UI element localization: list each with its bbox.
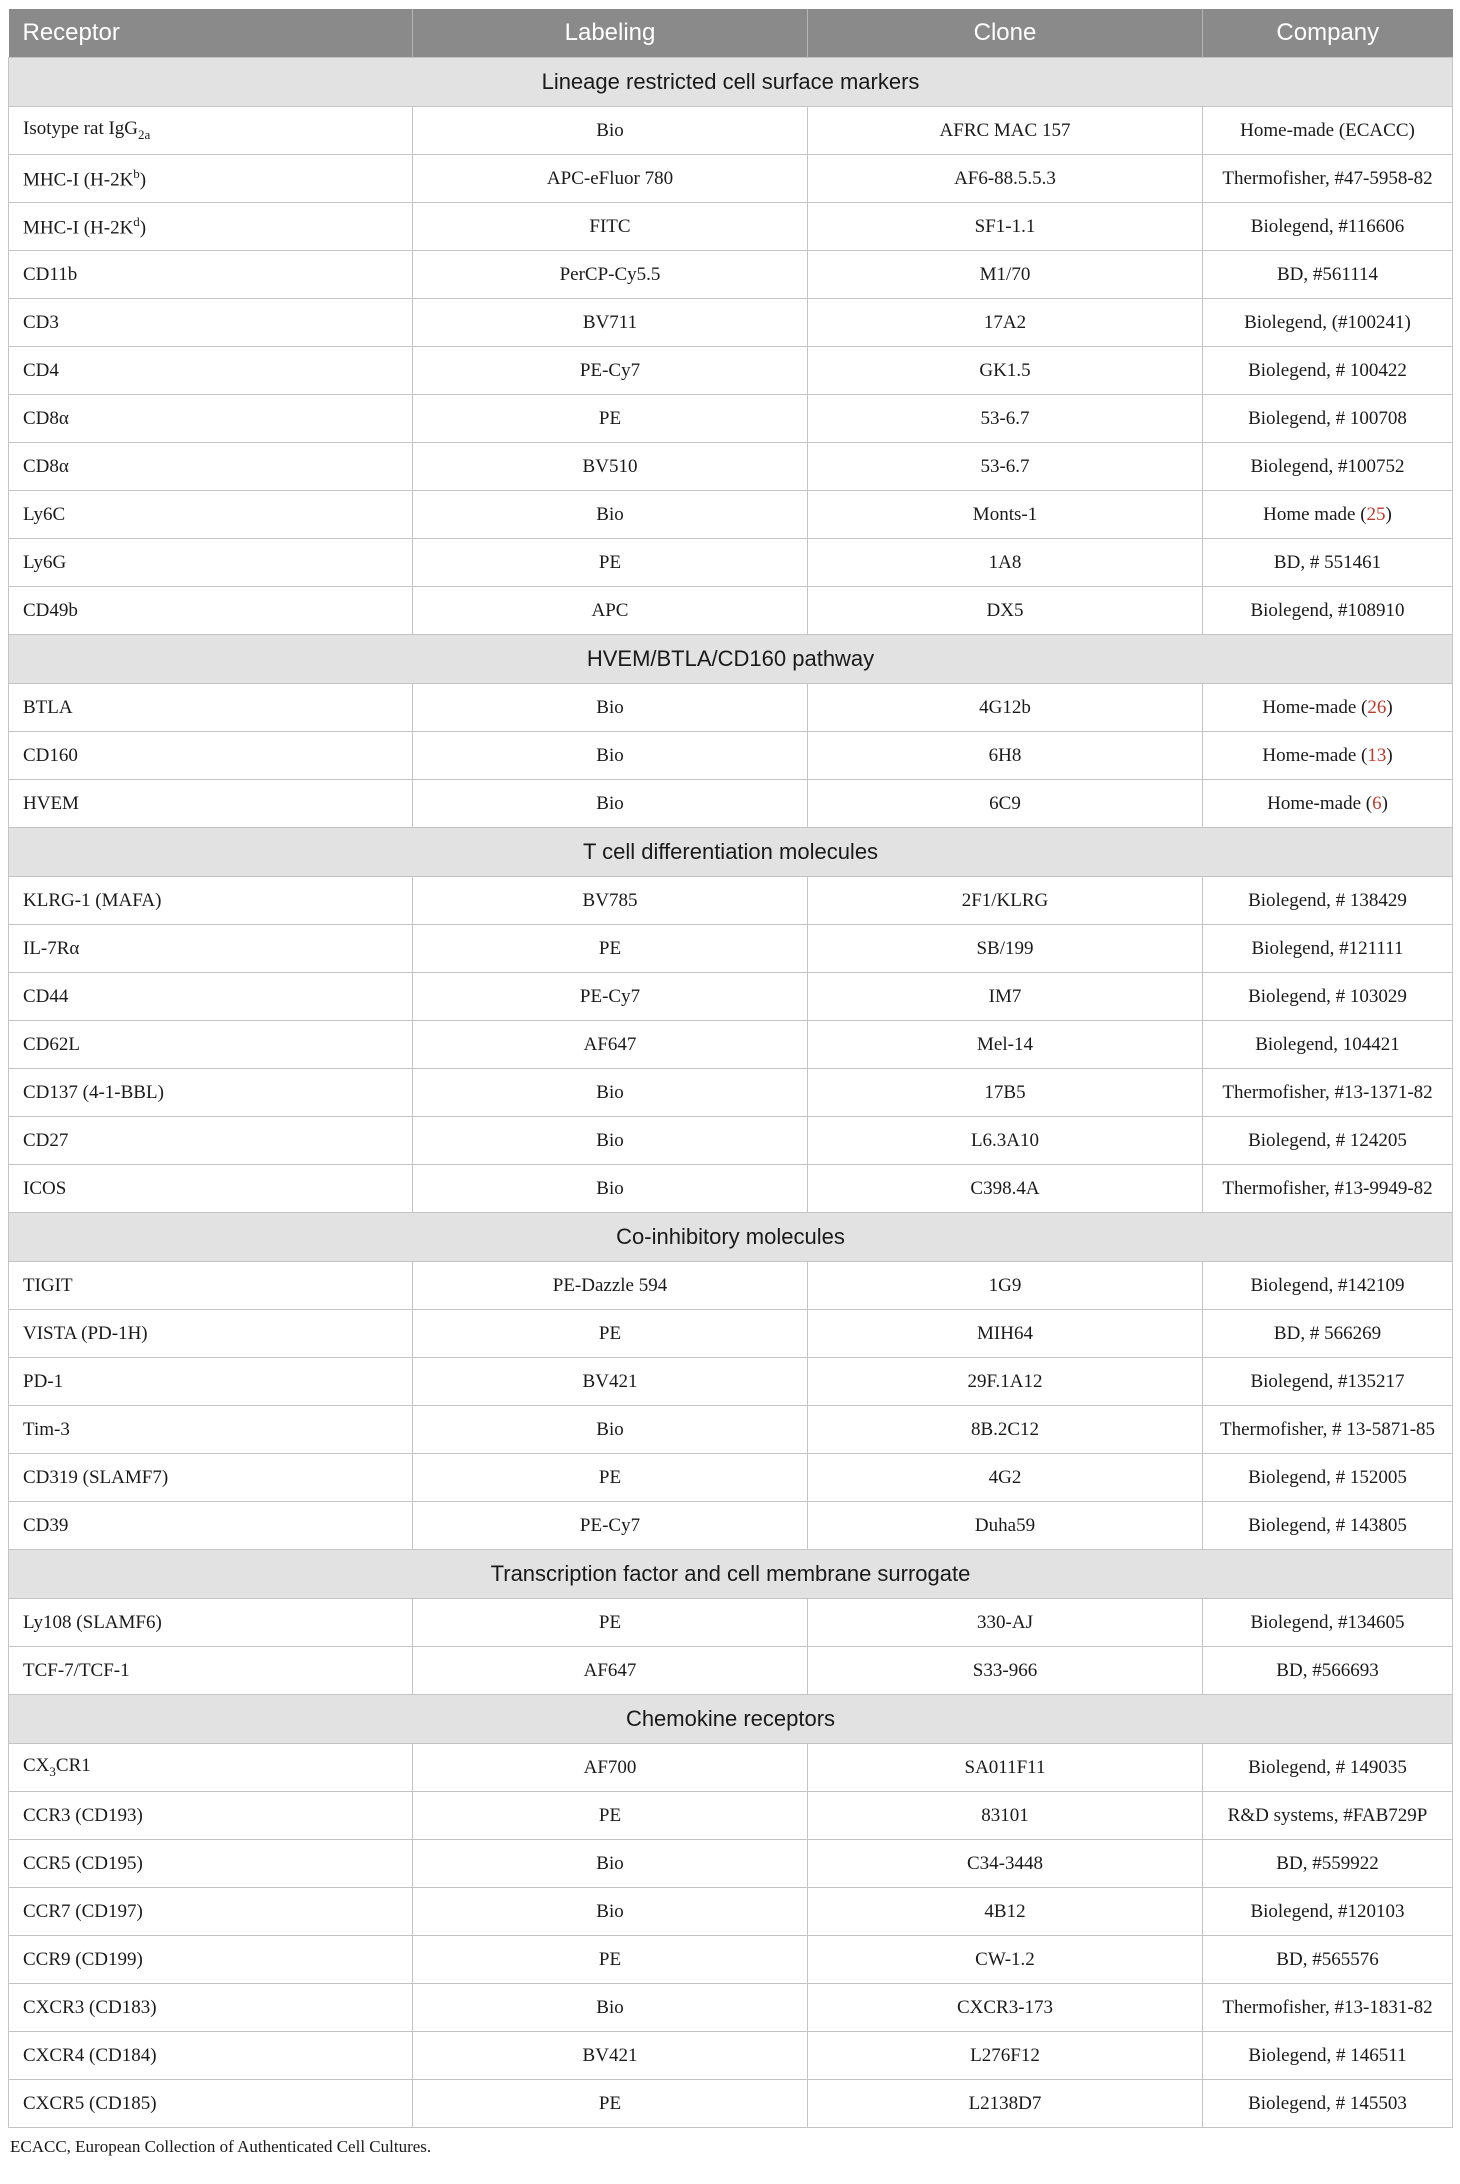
receptor-text: CD319 (SLAMF7) (23, 1466, 169, 1488)
table-row (9, 1599, 1453, 1647)
company-cell (1203, 203, 1453, 251)
clone-cell: 53-6.7 (808, 395, 1203, 443)
company-suffix: ) (1386, 696, 1393, 718)
company-cell (1203, 395, 1453, 443)
reference-link[interactable]: 6 (1372, 792, 1382, 814)
receptor-cell (9, 1021, 413, 1069)
receptor-text: IL-7Rα (23, 937, 80, 959)
clone-cell: S33-966 (808, 1647, 1203, 1695)
company-text: Thermofisher, #13-1831-82 (1222, 1996, 1433, 2018)
labeling-cell: AF700 (413, 1744, 808, 1792)
company-text: Biolegend, # 152005 (1248, 1466, 1407, 1488)
receptor-cell (9, 1888, 413, 1936)
company-text: Biolegend, #142109 (1250, 1274, 1405, 1296)
receptor-text: CCR5 (CD195) (23, 1852, 143, 1874)
labeling-cell: PerCP-Cy5.5 (413, 251, 808, 299)
clone-cell: 17A2 (808, 299, 1203, 347)
receptor-cell (9, 877, 413, 925)
receptor-text: CCR9 (CD199) (23, 1948, 143, 1970)
table-row (9, 973, 1453, 1021)
labeling-cell: PE (413, 1454, 808, 1502)
receptor-text: MHC-I (H-2K (23, 217, 134, 239)
receptor-text: CD8α (23, 407, 69, 429)
company-cell (1203, 1117, 1453, 1165)
company-cell (1203, 347, 1453, 395)
company-cell (1203, 443, 1453, 491)
table-row (9, 1744, 1453, 1792)
clone-cell: 4G2 (808, 1454, 1203, 1502)
company-cell (1203, 973, 1453, 1021)
receptor-text: BTLA (23, 696, 73, 718)
section-row (9, 58, 1453, 107)
company-cell (1203, 1021, 1453, 1069)
clone-cell: Monts-1 (808, 491, 1203, 539)
company-text: Biolegend, #135217 (1250, 1370, 1405, 1392)
company-text: Biolegend, # 124205 (1248, 1129, 1407, 1151)
company-text: Biolegend, #121111 (1251, 937, 1404, 959)
labeling-cell: PE (413, 2080, 808, 2128)
company-text: Home-made ( (1262, 744, 1368, 766)
company-text: Biolegend, # 145503 (1248, 2092, 1407, 2114)
receptor-superscript: b (133, 165, 140, 181)
receptor-cell (9, 1502, 413, 1550)
table-row (9, 1310, 1453, 1358)
labeling-cell: PE (413, 1936, 808, 1984)
company-cell (1203, 1454, 1453, 1502)
company-cell (1203, 491, 1453, 539)
table-row (9, 395, 1453, 443)
company-text: Biolegend, # 143805 (1248, 1514, 1407, 1536)
receptor-cell (9, 1069, 413, 1117)
receptor-cell (9, 2032, 413, 2080)
section-title: Transcription factor and cell membrane surrogate (9, 1550, 1453, 1599)
company-text: Biolegend, #134605 (1250, 1611, 1405, 1633)
clone-cell: CW-1.2 (808, 1936, 1203, 1984)
company-cell (1203, 1936, 1453, 1984)
section-title: Lineage restricted cell surface markers (9, 58, 1453, 107)
table-row (9, 2032, 1453, 2080)
clone-cell: L6.3A10 (808, 1117, 1203, 1165)
clone-cell: IM7 (808, 973, 1203, 1021)
table-row (9, 684, 1453, 732)
labeling-cell: BV785 (413, 877, 808, 925)
receptor-text: CD39 (23, 1514, 69, 1536)
labeling-cell: Bio (413, 1117, 808, 1165)
receptor-text: CD49b (23, 599, 78, 621)
table-body (9, 58, 1453, 2128)
company-text: Biolegend, # 138429 (1248, 889, 1407, 911)
table-row (9, 1069, 1453, 1117)
company-text: BD, # 551461 (1273, 551, 1382, 573)
labeling-cell: PE-Dazzle 594 (413, 1262, 808, 1310)
receptor-cell (9, 1792, 413, 1840)
company-cell (1203, 1358, 1453, 1406)
receptor-text: CD160 (23, 744, 78, 766)
table-row (9, 251, 1453, 299)
company-cell (1203, 1310, 1453, 1358)
clone-cell: M1/70 (808, 251, 1203, 299)
receptor-cell (9, 251, 413, 299)
receptor-cell (9, 107, 413, 155)
reagents-table (8, 9, 1453, 2128)
receptor-text: CD62L (23, 1033, 80, 1055)
labeling-cell: Bio (413, 1984, 808, 2032)
clone-cell: Mel-14 (808, 1021, 1203, 1069)
table-row (9, 2080, 1453, 2128)
receptor-text: CD44 (23, 985, 69, 1007)
receptor-cell (9, 1406, 413, 1454)
company-cell (1203, 780, 1453, 828)
clone-cell: 4G12b (808, 684, 1203, 732)
table-row (9, 1358, 1453, 1406)
receptor-suffix: ) (139, 169, 147, 191)
receptor-text: Ly108 (SLAMF6) (23, 1611, 162, 1633)
clone-cell: 6H8 (808, 732, 1203, 780)
table-row (9, 1792, 1453, 1840)
clone-cell: Duha59 (808, 1502, 1203, 1550)
labeling-cell: APC-eFluor 780 (413, 155, 808, 203)
labeling-cell: AF647 (413, 1021, 808, 1069)
receptor-text: TIGIT (23, 1274, 73, 1296)
company-cell (1203, 1599, 1453, 1647)
company-cell (1203, 1792, 1453, 1840)
section-title: Chemokine receptors (9, 1695, 1453, 1744)
labeling-cell: PE (413, 1310, 808, 1358)
labeling-cell: BV421 (413, 1358, 808, 1406)
section-row (9, 828, 1453, 877)
table-row (9, 1888, 1453, 1936)
company-cell (1203, 2080, 1453, 2128)
header-company: Company (1203, 9, 1453, 58)
receptor-text: TCF-7/TCF-1 (23, 1659, 130, 1681)
receptor-text: CXCR5 (CD185) (23, 2092, 157, 2114)
company-cell (1203, 684, 1453, 732)
receptor-cell (9, 973, 413, 1021)
receptor-cell (9, 539, 413, 587)
receptor-cell (9, 395, 413, 443)
receptor-text: CXCR4 (CD184) (23, 2044, 157, 2066)
clone-cell: 2F1/KLRG (808, 877, 1203, 925)
company-text: Biolegend, #100752 (1250, 455, 1405, 477)
receptor-superscript: d (133, 213, 140, 229)
company-cell (1203, 1262, 1453, 1310)
table-row (9, 347, 1453, 395)
receptor-text: KLRG-1 (MAFA) (23, 889, 162, 911)
company-cell (1203, 2032, 1453, 2080)
receptor-text: CD27 (23, 1129, 69, 1151)
section-row (9, 1695, 1453, 1744)
table-row (9, 1406, 1453, 1454)
receptor-cell (9, 1262, 413, 1310)
receptor-cell (9, 347, 413, 395)
header-clone: Clone (808, 9, 1203, 58)
labeling-cell: Bio (413, 732, 808, 780)
receptor-cell (9, 2080, 413, 2128)
section-title: HVEM/BTLA/CD160 pathway (9, 635, 1453, 684)
table-header (9, 9, 1453, 58)
clone-cell: AF6-88.5.5.3 (808, 155, 1203, 203)
company-text: BD, #559922 (1276, 1852, 1379, 1874)
receptor-subscript: 3 (49, 1763, 56, 1779)
receptor-cell (9, 925, 413, 973)
labeling-cell: BV711 (413, 299, 808, 347)
table-row (9, 155, 1453, 203)
receptor-text: Isotype rat IgG (23, 118, 139, 140)
clone-cell: L276F12 (808, 2032, 1203, 2080)
receptor-text: CXCR3 (CD183) (23, 1996, 157, 2018)
labeling-cell: PE-Cy7 (413, 973, 808, 1021)
company-text: Home-made (ECACC) (1240, 119, 1415, 141)
receptor-text: CD137 (4-1-BBL) (23, 1081, 164, 1103)
labeling-cell: Bio (413, 1069, 808, 1117)
table-container (8, 9, 1452, 2157)
clone-cell: GK1.5 (808, 347, 1203, 395)
company-text: Biolegend, 104421 (1255, 1033, 1400, 1055)
labeling-cell: PE (413, 395, 808, 443)
receptor-suffix: ) (139, 217, 147, 239)
receptor-cell (9, 780, 413, 828)
clone-cell: 8B.2C12 (808, 1406, 1203, 1454)
company-text: BD, # 566269 (1273, 1322, 1382, 1344)
table-row (9, 539, 1453, 587)
company-text: Biolegend, # 103029 (1248, 985, 1407, 1007)
receptor-cell (9, 1936, 413, 1984)
receptor-text: Ly6G (23, 551, 67, 573)
company-cell (1203, 1165, 1453, 1213)
receptor-cell (9, 491, 413, 539)
clone-cell: 1A8 (808, 539, 1203, 587)
company-cell (1203, 1069, 1453, 1117)
company-text: Biolegend, # 100422 (1248, 359, 1407, 381)
receptor-cell (9, 1117, 413, 1165)
company-cell (1203, 1984, 1453, 2032)
company-cell (1203, 1647, 1453, 1695)
section-title: T cell differentiation molecules (9, 828, 1453, 877)
labeling-cell: PE (413, 1599, 808, 1647)
receptor-text: CX (23, 1755, 50, 1777)
header-labeling: Labeling (413, 9, 808, 58)
company-text: Thermofisher, #13-1371-82 (1222, 1081, 1433, 1103)
receptor-cell (9, 155, 413, 203)
clone-cell: SF1-1.1 (808, 203, 1203, 251)
company-text: Home-made ( (1262, 696, 1368, 718)
labeling-cell: Bio (413, 491, 808, 539)
clone-cell: DX5 (808, 587, 1203, 635)
labeling-cell: AF647 (413, 1647, 808, 1695)
clone-cell: SA011F11 (808, 1744, 1203, 1792)
company-text: Biolegend, # 146511 (1248, 2044, 1407, 2066)
company-text: Home made ( (1263, 503, 1367, 525)
receptor-text: CD3 (23, 311, 59, 333)
labeling-cell: Bio (413, 1165, 808, 1213)
table-row (9, 780, 1453, 828)
clone-cell: MIH64 (808, 1310, 1203, 1358)
receptor-text: CD8α (23, 455, 69, 477)
company-text: BD, #565576 (1276, 1948, 1379, 1970)
labeling-cell: Bio (413, 107, 808, 155)
receptor-text: VISTA (PD-1H) (23, 1322, 148, 1344)
table-row (9, 203, 1453, 251)
clone-cell: L2138D7 (808, 2080, 1203, 2128)
receptor-cell (9, 587, 413, 635)
table-row (9, 1117, 1453, 1165)
header-row (9, 9, 1453, 58)
company-cell (1203, 877, 1453, 925)
company-text: BD, #561114 (1277, 263, 1378, 285)
labeling-cell: PE (413, 925, 808, 973)
receptor-text: CCR3 (CD193) (23, 1804, 143, 1826)
table-row (9, 925, 1453, 973)
clone-cell: C34-3448 (808, 1840, 1203, 1888)
company-cell (1203, 587, 1453, 635)
company-suffix: ) (1386, 744, 1393, 766)
receptor-cell (9, 1358, 413, 1406)
table-row (9, 1454, 1453, 1502)
header-receptor: Receptor (9, 9, 413, 58)
company-cell (1203, 1406, 1453, 1454)
receptor-cell (9, 299, 413, 347)
company-cell (1203, 251, 1453, 299)
company-text: Thermofisher, #13-9949-82 (1222, 1177, 1433, 1199)
reference-link[interactable]: 13 (1367, 744, 1387, 766)
receptor-text: CCR7 (CD197) (23, 1900, 143, 1922)
receptor-text: PD-1 (23, 1370, 64, 1392)
labeling-cell: Bio (413, 1888, 808, 1936)
section-row (9, 635, 1453, 684)
reference-link[interactable]: 26 (1367, 696, 1387, 718)
receptor-cell (9, 1840, 413, 1888)
receptor-cell (9, 443, 413, 491)
labeling-cell: Bio (413, 684, 808, 732)
company-cell (1203, 1502, 1453, 1550)
company-text: Biolegend, #108910 (1250, 599, 1405, 621)
company-text: BD, #566693 (1276, 1659, 1379, 1681)
table-row (9, 443, 1453, 491)
table-row (9, 587, 1453, 635)
company-cell (1203, 539, 1453, 587)
receptor-text: CD11b (23, 263, 78, 285)
table-row (9, 1984, 1453, 2032)
company-suffix: ) (1385, 503, 1392, 525)
table-row (9, 1502, 1453, 1550)
company-text: Biolegend, # 100708 (1248, 407, 1407, 429)
receptor-text: Tim-3 (23, 1418, 70, 1440)
labeling-cell: PE (413, 539, 808, 587)
company-cell (1203, 1744, 1453, 1792)
labeling-cell: BV421 (413, 2032, 808, 2080)
company-cell (1203, 155, 1453, 203)
section-row (9, 1213, 1453, 1262)
labeling-cell: Bio (413, 1406, 808, 1454)
company-text: R&D systems, #FAB729P (1227, 1804, 1428, 1826)
company-text: Home-made ( (1267, 792, 1373, 814)
table-row (9, 491, 1453, 539)
clone-cell: 29F.1A12 (808, 1358, 1203, 1406)
labeling-cell: PE-Cy7 (413, 347, 808, 395)
company-text: Thermofisher, # 13-5871-85 (1219, 1418, 1436, 1440)
clone-cell: 1G9 (808, 1262, 1203, 1310)
table-row (9, 1840, 1453, 1888)
receptor-cell (9, 1647, 413, 1695)
clone-cell: 83101 (808, 1792, 1203, 1840)
clone-cell: 6C9 (808, 780, 1203, 828)
receptor-cell (9, 1599, 413, 1647)
receptor-text: Ly6C (23, 503, 66, 525)
receptor-cell (9, 1165, 413, 1213)
labeling-cell: PE-Cy7 (413, 1502, 808, 1550)
company-text: Biolegend, (#100241) (1244, 311, 1411, 333)
company-cell (1203, 299, 1453, 347)
labeling-cell: PE (413, 1792, 808, 1840)
clone-cell: CXCR3-173 (808, 1984, 1203, 2032)
clone-cell: 53-6.7 (808, 443, 1203, 491)
receptor-cell (9, 1744, 413, 1792)
section-title: Co-inhibitory molecules (9, 1213, 1453, 1262)
receptor-cell (9, 1984, 413, 2032)
clone-cell: AFRC MAC 157 (808, 107, 1203, 155)
table-footnote: ECACC, European Collection of Authenticated Cell Cultures. (10, 2137, 432, 2156)
section-row (9, 1550, 1453, 1599)
receptor-cell (9, 732, 413, 780)
company-cell (1203, 107, 1453, 155)
table-row (9, 1021, 1453, 1069)
reference-link[interactable]: 25 (1366, 503, 1386, 525)
company-cell (1203, 1840, 1453, 1888)
receptor-cell (9, 1454, 413, 1502)
receptor-cell (9, 203, 413, 251)
company-cell (1203, 1888, 1453, 1936)
table-row (9, 877, 1453, 925)
table-row (9, 107, 1453, 155)
table-row (9, 1165, 1453, 1213)
labeling-cell: BV510 (413, 443, 808, 491)
table-row (9, 1936, 1453, 1984)
clone-cell: 4B12 (808, 1888, 1203, 1936)
table-row (9, 299, 1453, 347)
company-cell (1203, 925, 1453, 973)
company-suffix: ) (1381, 792, 1388, 814)
clone-cell: 330-AJ (808, 1599, 1203, 1647)
receptor-text: CD4 (23, 359, 59, 381)
clone-cell: C398.4A (808, 1165, 1203, 1213)
table-row (9, 732, 1453, 780)
company-text: Biolegend, #116606 (1250, 215, 1405, 237)
receptor-subscript: 2a (138, 126, 151, 142)
receptor-text: MHC-I (H-2K (23, 169, 134, 191)
table-row (9, 1647, 1453, 1695)
receptor-text: ICOS (23, 1177, 67, 1199)
labeling-cell: FITC (413, 203, 808, 251)
receptor-suffix: CR1 (55, 1755, 91, 1777)
labeling-cell: APC (413, 587, 808, 635)
table-row (9, 1262, 1453, 1310)
company-text: Biolegend, # 149035 (1248, 1756, 1407, 1778)
clone-cell: SB/199 (808, 925, 1203, 973)
company-cell (1203, 732, 1453, 780)
receptor-text: HVEM (23, 792, 79, 814)
receptor-cell (9, 1310, 413, 1358)
labeling-cell: Bio (413, 1840, 808, 1888)
company-text: Biolegend, #120103 (1250, 1900, 1405, 1922)
labeling-cell: Bio (413, 780, 808, 828)
clone-cell: 17B5 (808, 1069, 1203, 1117)
company-text: Thermofisher, #47-5958-82 (1222, 167, 1433, 189)
receptor-cell (9, 684, 413, 732)
